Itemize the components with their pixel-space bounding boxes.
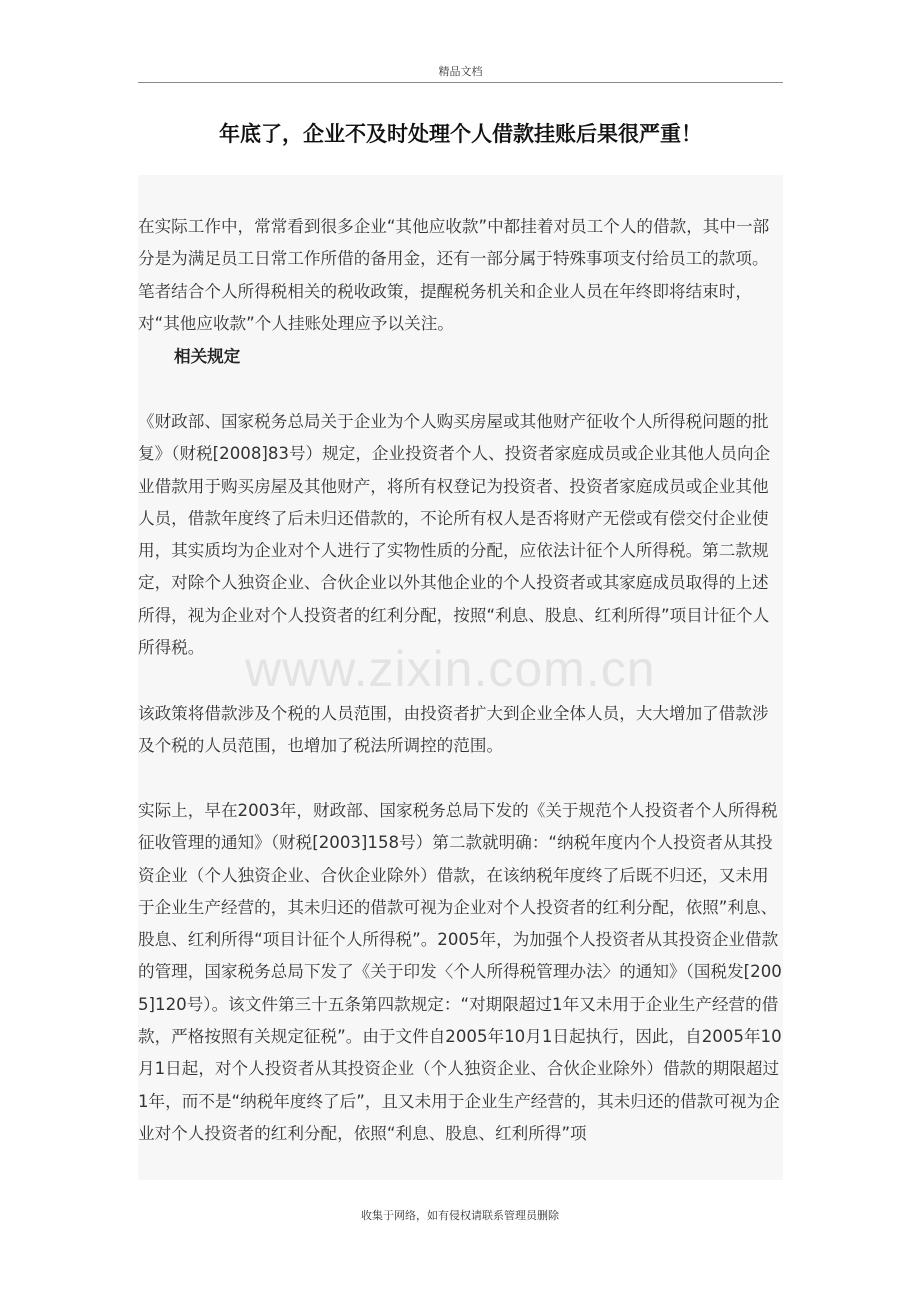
document-title: 年底了，企业不及时处理个人借款挂账后果很严重！ xyxy=(219,122,702,146)
section-heading: 相关规定 xyxy=(174,347,241,366)
page-header xyxy=(138,62,783,83)
intro-paragraph: 在实际工作中，常常看到很多企业“其他应收款”中都挂着对员工个人的借款，其中一部分是为满足员工日常工作所借的备用金，还有一部分属于特殊事项支付给员工的款项。笔者结合个人所得税相关的税收政策，提醒税务机关和企业人员在年终即将结束时，对“其他应收款”个人挂账处理应予以关注。 xyxy=(138,217,770,333)
footer-label: 收集于网络，如有侵权请联系管理员删除 xyxy=(361,1209,559,1222)
watermark: www.zixin.com.cn xyxy=(245,641,656,697)
header-label: 精品文档 xyxy=(438,65,483,78)
page-footer xyxy=(0,1206,920,1226)
history-paragraph: 实际上，早在2003年，财政部、国家税务总局下发的《关于规范个人投资者个人所得税征收管理的通知》（财税[2003]158号）第二款就明确：“纳税年度内个人投资者从其投资企业（个人独资企业、合伙企业除外）借款，在该纳税年度终了后既不归还，又未用于企业生产经营的，其未归还的借款可视为企业对个人投资者的红利分配，依照”利息、股息、红利所得“项目计征个人所得税”。2005年，为加强个人投资者从其投资企业借款的管理，国家税务总局下发了《关于印发〈个人所得税管理办法〉的通知》（国税发[2005]120号）。该文件第三十五条第四款规定：“对期限超过1年又未用于企业生产经营的借款，严格按照有关规定征税”。由于文件自2005年10月1日起执行，因此，自2005年10月1日起，对个人投资者从其投资企业（个人独资企业、合伙企业除外）借款的期限超过1年，而不是“纳税年度终了后”，且又未用于企业生产经营的，其未归还的借款可视为企业对个人投资者的红利分配，依照“利息、股息、红利所得”项 xyxy=(138,801,782,1143)
article-body xyxy=(138,175,783,1180)
rule-paragraph-2: 该政策将借款涉及个税的人员范围，由投资者扩大到企业全体人员，大大增加了借款涉及个税的人员范围，也增加了税法所调控的范围。 xyxy=(138,704,769,756)
rule-paragraph-1: 《财政部、国家税务总局关于企业为个人购买房屋或其他财产征收个人所得税问题的批复》（财税[2008]83号）规定，企业投资者个人、投资者家庭成员或企业其他人员向企业借款用于购买房屋及其他财产，将所有权登记为投资者、投资者家庭成员或企业其他人员，借款年度终了后未归还借款的，不论所有权人是否将财产无偿或有偿交付企业使用，其实质均为企业对个人进行了实物性质的分配，应依法计征个人所得税。第二款规定，对除个人独资企业、合伙企业以外其他企业的个人投资者或其家庭成员取得的上述所得，视为企业对个人投资者的红利分配，按照“利息、股息、红利所得”项目计征个人所得税。 xyxy=(138,412,771,658)
